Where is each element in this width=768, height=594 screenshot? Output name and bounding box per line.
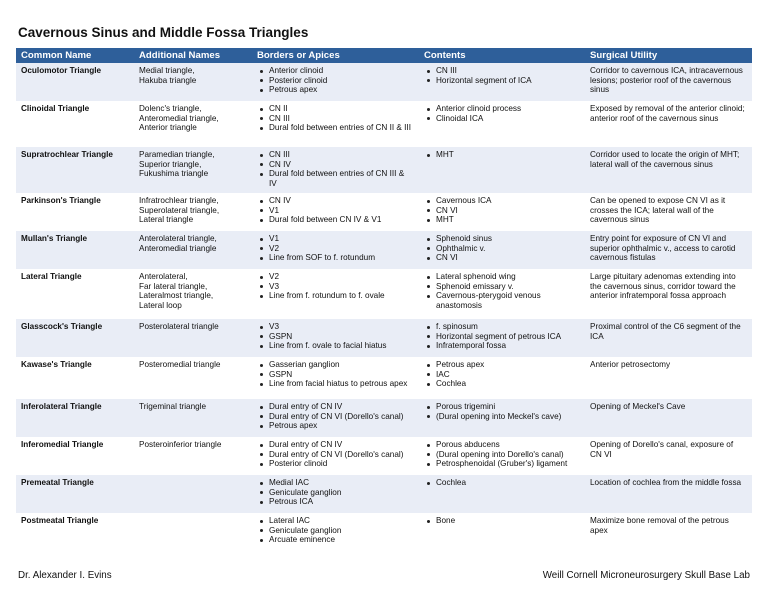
cell-contents <box>419 513 585 551</box>
borders-list <box>257 272 414 301</box>
cell-borders <box>252 63 419 101</box>
list-item: Porous trigemini <box>436 402 580 412</box>
cell-surgical-utility: Proximal control of the C6 segment of the ICA <box>585 319 752 357</box>
borders-list <box>257 234 414 263</box>
table-row <box>16 357 752 399</box>
additional-name: Paramedian triangle, <box>139 150 215 159</box>
cell-surgical-utility: Can be opened to expose CN VI as it crosses the ICA; lateral wall of the cavernous sinus <box>585 193 752 231</box>
list-item: Petrous apex <box>436 360 580 370</box>
list-item: Posterior clinoid <box>269 459 414 469</box>
cell-borders <box>252 399 419 437</box>
table-header-row <box>16 48 752 63</box>
additional-name: Far lateral triangle, <box>139 281 208 291</box>
cell-common-name: Glasscock's Triangle <box>16 319 134 357</box>
borders-list <box>257 322 414 351</box>
contents-list <box>424 196 580 225</box>
list-item: Cavernous-pterygoid venous anastomosis <box>436 291 580 310</box>
list-item: MHT <box>436 215 580 225</box>
cell-additional-names <box>134 63 252 101</box>
list-item: CN VI <box>436 206 580 216</box>
cell-additional-names <box>134 231 252 269</box>
cell-borders <box>252 193 419 231</box>
contents-list <box>424 104 580 123</box>
table-row <box>16 475 752 513</box>
additional-name: Fukushima triangle <box>139 169 209 179</box>
cell-surgical-utility: Opening of Dorello's canal, exposure of CN VI <box>585 437 752 475</box>
cell-common-name: Supratrochlear Triangle <box>16 147 134 193</box>
list-item: Petrous apex <box>269 85 414 95</box>
contents-list <box>424 150 580 160</box>
cell-surgical-utility: Anterior petrosectomy <box>585 357 752 399</box>
cell-borders <box>252 101 419 147</box>
list-item: Lateral IAC <box>269 516 414 526</box>
additional-name: Anteromedial triangle, <box>139 113 219 123</box>
additional-name: Superior triangle, <box>139 159 202 169</box>
additional-name: Hakuba triangle <box>139 75 197 85</box>
table-row <box>16 231 752 269</box>
additional-name: Lateral triangle <box>139 215 194 225</box>
cell-contents <box>419 147 585 193</box>
contents-list <box>424 440 580 469</box>
cell-common-name: Inferolateral Triangle <box>16 399 134 437</box>
page-title: Cavernous Sinus and Middle Fossa Triangles <box>18 25 309 40</box>
column-header-surgical-utility: Surgical Utility <box>585 48 752 63</box>
cell-additional-names <box>134 101 252 147</box>
list-item: Geniculate ganglion <box>269 526 414 536</box>
list-item: Medial IAC <box>269 478 414 488</box>
list-item: IAC <box>436 370 580 380</box>
list-item: Bone <box>436 516 580 526</box>
list-item: GSPN <box>269 370 414 380</box>
list-item: Petrous ICA <box>269 497 414 507</box>
cell-borders <box>252 357 419 399</box>
cell-borders <box>252 513 419 551</box>
additional-name: Medial triangle, <box>139 66 195 75</box>
borders-list <box>257 104 414 133</box>
list-item: Dural entry of CN VI (Dorello's canal) <box>269 450 414 460</box>
cell-borders <box>252 269 419 319</box>
list-item: Petrous apex <box>269 421 414 431</box>
cell-additional-names <box>134 147 252 193</box>
list-item: Dural fold between CN IV & V1 <box>269 215 414 225</box>
list-item: (Dural opening into Meckel's cave) <box>436 412 580 422</box>
borders-list <box>257 66 414 95</box>
contents-list <box>424 402 580 421</box>
additional-name: Dolenc's triangle, <box>139 104 202 113</box>
triangles-table <box>16 48 752 551</box>
list-item: CN III <box>269 114 414 124</box>
column-header-contents: Contents <box>419 48 585 63</box>
cell-surgical-utility: Entry point for exposure of CN VI and superior ophthalmic v., access to carotid cavernous fistulas <box>585 231 752 269</box>
additional-name: Posteromedial triangle <box>139 360 221 369</box>
table-row <box>16 437 752 475</box>
list-item: Dural fold between entries of CN III & IV <box>269 169 414 188</box>
list-item: V1 <box>269 234 414 244</box>
cell-common-name: Postmeatal Triangle <box>16 513 134 551</box>
list-item: V3 <box>269 282 414 292</box>
cell-surgical-utility: Opening of Meckel's Cave <box>585 399 752 437</box>
list-item: CN III <box>269 150 414 160</box>
list-item: Petrosphenoidal (Gruber's) ligament <box>436 459 580 469</box>
cell-surgical-utility: Corridor to cavernous ICA, intracavernous lesions; posterior roof of the cavernous sinus <box>585 63 752 101</box>
list-item: CN VI <box>436 253 580 263</box>
table-row <box>16 193 752 231</box>
contents-list <box>424 516 580 526</box>
cell-additional-names <box>134 437 252 475</box>
table-row <box>16 319 752 357</box>
list-item: CN III <box>436 66 580 76</box>
additional-name: Lateralmost triangle, <box>139 291 214 301</box>
contents-list <box>424 66 580 85</box>
list-item: Anterior clinoid process <box>436 104 580 114</box>
list-item: Sphenoid sinus <box>436 234 580 244</box>
list-item: Lateral sphenoid wing <box>436 272 580 282</box>
table-row <box>16 101 752 147</box>
cell-contents <box>419 269 585 319</box>
table-body <box>16 63 752 551</box>
additional-name: Posteroinferior triangle <box>139 440 222 449</box>
cell-additional-names <box>134 357 252 399</box>
list-item: Cochlea <box>436 379 580 389</box>
additional-name: Anteromedial triangle <box>139 243 217 253</box>
cell-common-name: Mullan's Triangle <box>16 231 134 269</box>
list-item: Gasserian ganglion <box>269 360 414 370</box>
cell-contents <box>419 193 585 231</box>
additional-name: Posterolateral triangle <box>139 322 219 331</box>
list-item: f. spinosum <box>436 322 580 332</box>
list-item: Cavernous ICA <box>436 196 580 206</box>
additional-name: Superolateral triangle, <box>139 205 220 215</box>
cell-additional-names <box>134 399 252 437</box>
cell-common-name: Kawase's Triangle <box>16 357 134 399</box>
contents-list <box>424 322 580 351</box>
list-item: Arcuate eminence <box>269 535 414 545</box>
cell-additional-names <box>134 475 252 513</box>
list-item: Dural entry of CN IV <box>269 440 414 450</box>
cell-contents <box>419 357 585 399</box>
cell-common-name: Clinoidal Triangle <box>16 101 134 147</box>
borders-list <box>257 196 414 225</box>
contents-list <box>424 272 580 310</box>
list-item: Posterior clinoid <box>269 76 414 86</box>
additional-name: Trigeminal triangle <box>139 402 207 411</box>
column-header-additional-names: Additional Names <box>134 48 252 63</box>
contents-list <box>424 234 580 263</box>
cell-additional-names <box>134 269 252 319</box>
cell-surgical-utility: Location of cochlea from the middle fossa <box>585 475 752 513</box>
cell-contents <box>419 475 585 513</box>
borders-list <box>257 478 414 507</box>
cell-borders <box>252 475 419 513</box>
list-item: CN II <box>269 104 414 114</box>
cell-additional-names <box>134 193 252 231</box>
table-row <box>16 399 752 437</box>
borders-list <box>257 402 414 431</box>
cell-common-name: Inferomedial Triangle <box>16 437 134 475</box>
list-item: V2 <box>269 244 414 254</box>
table-row <box>16 147 752 193</box>
list-item: Ophthalmic v. <box>436 244 580 254</box>
list-item: Sphenoid emissary v. <box>436 282 580 292</box>
table-row <box>16 269 752 319</box>
list-item: (Dural opening into Dorello's canal) <box>436 450 580 460</box>
cell-common-name: Lateral Triangle <box>16 269 134 319</box>
list-item: V2 <box>269 272 414 282</box>
footer-author: Dr. Alexander I. Evins <box>18 570 112 581</box>
additional-name: Anterolateral, <box>139 272 188 281</box>
cell-surgical-utility: Maximize bone removal of the petrous apex <box>585 513 752 551</box>
column-header-borders: Borders or Apices <box>252 48 419 63</box>
cell-contents <box>419 101 585 147</box>
list-item: Line from SOF to f. rotundum <box>269 253 414 263</box>
list-item: Infratemporal fossa <box>436 341 580 351</box>
cell-surgical-utility: Corridor used to locate the origin of MHT; lateral wall of the cavernous sinus <box>585 147 752 193</box>
list-item: Clinoidal ICA <box>436 114 580 124</box>
column-header-common-name: Common Name <box>16 48 134 63</box>
cell-contents <box>419 63 585 101</box>
list-item: Horizontal segment of petrous ICA <box>436 332 580 342</box>
list-item: Dural fold between entries of CN II & III <box>269 123 414 133</box>
list-item: Anterior clinoid <box>269 66 414 76</box>
cell-borders <box>252 231 419 269</box>
list-item: Geniculate ganglion <box>269 488 414 498</box>
list-item: GSPN <box>269 332 414 342</box>
cell-contents <box>419 319 585 357</box>
cell-borders <box>252 147 419 193</box>
list-item: V1 <box>269 206 414 216</box>
cell-common-name: Parkinson's Triangle <box>16 193 134 231</box>
list-item: Line from facial hiatus to petrous apex <box>269 379 414 389</box>
table-row <box>16 63 752 101</box>
additional-name: Anterior triangle <box>139 123 197 133</box>
cell-common-name: Oculomotor Triangle <box>16 63 134 101</box>
contents-list <box>424 478 580 488</box>
list-item: CN IV <box>269 160 414 170</box>
footer-lab: Weill Cornell Microneurosurgery Skull Base Lab <box>542 570 750 581</box>
cell-additional-names <box>134 513 252 551</box>
additional-name: Anterolateral triangle, <box>139 234 217 243</box>
cell-contents <box>419 231 585 269</box>
cell-additional-names <box>134 319 252 357</box>
list-item: Cochlea <box>436 478 580 488</box>
list-item: Porous abducens <box>436 440 580 450</box>
list-item: Horizontal segment of ICA <box>436 76 580 86</box>
list-item: Line from f. ovale to facial hiatus <box>269 341 414 351</box>
borders-list <box>257 516 414 545</box>
borders-list <box>257 150 414 188</box>
list-item: Dural entry of CN IV <box>269 402 414 412</box>
cell-surgical-utility: Exposed by removal of the anterior clinoid; anterior roof of the cavernous sinus <box>585 101 752 147</box>
table-row <box>16 513 752 551</box>
borders-list <box>257 440 414 469</box>
additional-name: Lateral loop <box>139 300 182 310</box>
contents-list <box>424 360 580 389</box>
list-item: V3 <box>269 322 414 332</box>
cell-borders <box>252 437 419 475</box>
list-item: Dural entry of CN VI (Dorello's canal) <box>269 412 414 422</box>
cell-contents <box>419 399 585 437</box>
cell-borders <box>252 319 419 357</box>
additional-name: Infratrochlear triangle, <box>139 196 219 205</box>
list-item: MHT <box>436 150 580 160</box>
cell-contents <box>419 437 585 475</box>
cell-common-name: Premeatal Triangle <box>16 475 134 513</box>
list-item: CN IV <box>269 196 414 206</box>
list-item: Line from f. rotundum to f. ovale <box>269 291 414 301</box>
borders-list <box>257 360 414 389</box>
cell-surgical-utility: Large pituitary adenomas extending into the cavernous sinus, corridor toward the anterior infratemporal fossa approach <box>585 269 752 319</box>
